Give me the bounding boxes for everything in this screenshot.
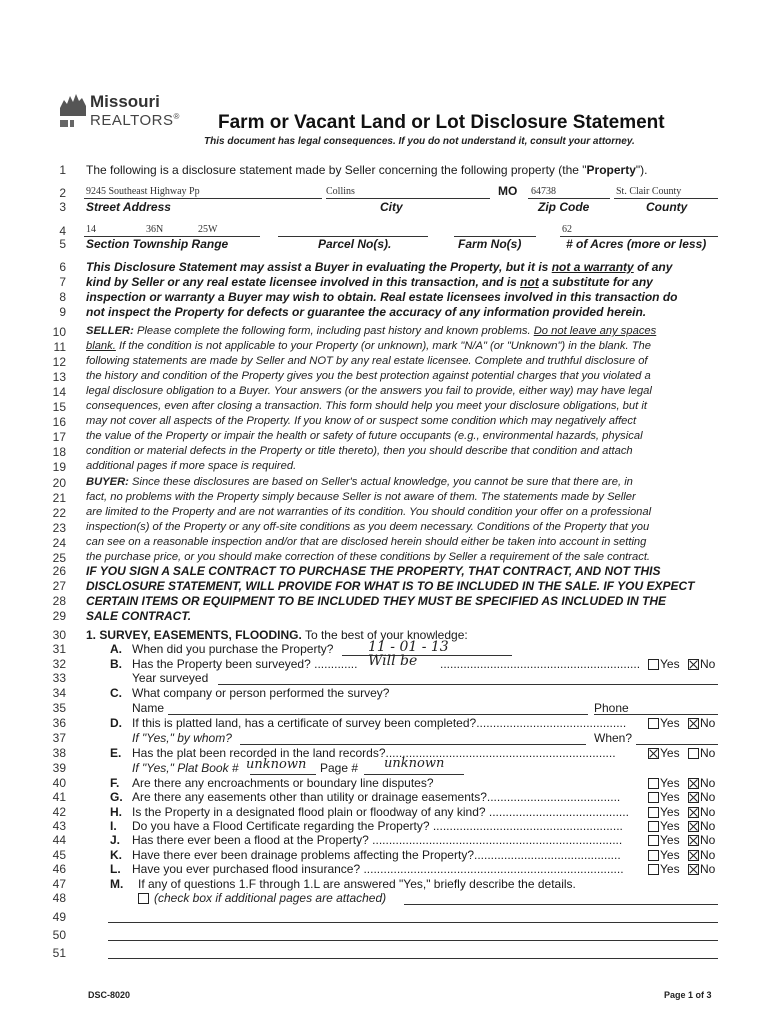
form-id: DSC-8020 xyxy=(88,990,131,1000)
county-line xyxy=(614,198,718,199)
line-number: 40 xyxy=(52,776,66,790)
q-j-no-label: No xyxy=(700,833,716,847)
line-number: 19 xyxy=(52,460,66,474)
page-num-label: Page # xyxy=(320,761,359,775)
q-h-yes-checkbox[interactable] xyxy=(648,807,659,818)
q-h-yes-label: Yes xyxy=(660,805,680,819)
page-num-line xyxy=(364,774,464,775)
line-number: 47 xyxy=(52,877,66,891)
line-number: 37 xyxy=(52,731,66,745)
line-number: 36 xyxy=(52,716,66,730)
year-surveyed-label: Year surveyed xyxy=(132,671,209,685)
line-number: 30 xyxy=(52,628,66,642)
q-d-no-label: No xyxy=(700,716,716,730)
county-value[interactable]: St. Clair County xyxy=(616,186,682,197)
q-k-no-label: No xyxy=(700,848,716,862)
line-number: 12 xyxy=(52,355,66,369)
q-d-by-whom-line[interactable] xyxy=(240,744,586,745)
q-f-yes-label: Yes xyxy=(660,776,680,790)
q-l-text: Have you ever purchased flood insurance? .............................................................................. xyxy=(132,862,624,876)
q-g-text: Are there any easements other than utility or drainage easements?........................................ xyxy=(132,790,621,804)
street-value[interactable]: 9245 Southeast Highway Pp xyxy=(86,186,200,197)
q-l-yes-checkbox[interactable] xyxy=(648,864,659,875)
line-number: 15 xyxy=(52,400,66,414)
line-number: 28 xyxy=(52,594,66,608)
q-b-dots: ............................................................ xyxy=(440,657,641,671)
q-b-yes-label: Yes xyxy=(660,657,680,671)
line-number: 4 xyxy=(59,224,66,238)
acres-value[interactable]: 62 xyxy=(562,224,572,235)
seller-line-16: may not cover all aspects of the Property. If you know of or suspect some condition which may negatively affect xyxy=(86,415,637,427)
notice-line-8: inspection or warranty a Buyer may wish to obtain. Real estate licensees involved in this transaction do xyxy=(86,290,678,304)
line-number: 43 xyxy=(52,819,66,833)
city-value[interactable]: Collins xyxy=(326,186,355,197)
attach-note: (check box if additional pages are attached) xyxy=(154,891,387,905)
seller-line-17: the value of the Property or impair the health or safety of future occupants (e.g., environmental hazards, physical xyxy=(86,430,643,442)
street-label: Street Address xyxy=(86,200,171,214)
notice-line-6: This Disclosure Statement may assist a Buyer in evaluating the Property, but it is not a warranty of any xyxy=(86,260,673,274)
line-number: 21 xyxy=(52,491,66,505)
q-d-no-checkbox[interactable] xyxy=(688,718,699,729)
line-number: 10 xyxy=(52,325,66,339)
page-title: Farm or Vacant Land or Lot Disclosure Statement xyxy=(218,112,665,133)
missouri-realtors-logo-icon xyxy=(58,90,88,130)
q-k-yes-checkbox[interactable] xyxy=(648,850,659,861)
line-number: 41 xyxy=(52,790,66,804)
details-line-50[interactable] xyxy=(108,940,718,941)
q-g-no-label: No xyxy=(700,790,716,804)
acres-label: # of Acres (more or less) xyxy=(566,237,707,251)
state-value[interactable]: MO xyxy=(498,184,518,198)
logo-sub: REALTORS® xyxy=(90,112,180,129)
city-line xyxy=(326,198,490,199)
q-b-letter: B. xyxy=(110,657,122,671)
buyer-line-28: CERTAIN ITEMS OR EQUIPMENT TO BE INCLUDED THEY MUST BE SPECIFIED AS INCLUDED IN THE xyxy=(86,594,667,608)
details-line-49[interactable] xyxy=(108,922,718,923)
q-d-text: If this is platted land, has a certificate of survey been completed?............................................. xyxy=(132,716,627,730)
q-c-text: What company or person performed the survey? xyxy=(132,686,390,700)
q-h-no-label: No xyxy=(700,805,716,819)
q-m-letter: M. xyxy=(110,877,124,891)
q-e-no-label: No xyxy=(700,746,716,760)
line-number: 39 xyxy=(52,761,66,775)
q-i-letter: I. xyxy=(110,819,117,833)
line-number: 11 xyxy=(53,340,66,354)
q-j-no-checkbox[interactable] xyxy=(688,835,699,846)
q-g-no-checkbox[interactable] xyxy=(688,792,699,803)
q-b-no-checkbox[interactable] xyxy=(688,659,699,670)
intro-text: The following is a disclosure statement made by Seller concerning the following property (the "Property"). xyxy=(86,163,648,177)
q-e-no-checkbox[interactable] xyxy=(688,748,699,759)
line-number: 5 xyxy=(59,237,66,251)
buyer-line-29: SALE CONTRACT. xyxy=(86,609,192,623)
buyer-line-23: inspection(s) of the Property or any off-site conditions as you deem necessary. Conditions of the Property that you xyxy=(86,521,650,533)
q-e-yes-label: Yes xyxy=(660,746,680,760)
q-b-yes-checkbox[interactable] xyxy=(648,659,659,670)
line-number: 34 xyxy=(52,686,66,700)
line-number: 32 xyxy=(52,657,66,671)
q-m-text: If any of questions 1.F through 1.L are answered "Yes," briefly describe the details. xyxy=(138,877,576,891)
farm-label: Farm No(s) xyxy=(458,237,522,251)
seller-line-11: blank. If the condition is not applicable to your Property (or unknown), mark "N/A" (or "Unknown") in the blank. The xyxy=(86,340,651,352)
q-a-answer[interactable]: 11 - 01 - 13 xyxy=(368,639,449,655)
name-label: Name xyxy=(132,701,165,715)
q-j-yes-checkbox[interactable] xyxy=(648,835,659,846)
q-g-yes-checkbox[interactable] xyxy=(648,792,659,803)
page-number: Page 1 of 3 xyxy=(664,990,712,1000)
line-number: 17 xyxy=(52,430,66,444)
line-number: 18 xyxy=(52,445,66,459)
notice-line-9: not inspect the Property for defects or guarantee the accuracy of any information provided herein. xyxy=(86,305,647,319)
line-number: 50 xyxy=(52,928,66,942)
line-number: 16 xyxy=(52,415,66,429)
seller-line-10: SELLER: Please complete the following form, including past history and known problems. Do not leave any spaces xyxy=(86,325,657,337)
q-e-text: Has the plat been recorded in the land records?..................................................................... xyxy=(132,746,616,760)
q-g-letter: G. xyxy=(110,790,123,804)
line-number: 51 xyxy=(52,946,66,960)
buyer-line-20: BUYER: Since these disclosures are based on Seller's actual knowledge, you cannot be sure that there are, in xyxy=(86,476,633,488)
q-a-letter: A. xyxy=(110,642,122,656)
line-number: 49 xyxy=(52,910,66,924)
plat-book-value[interactable]: unknown xyxy=(246,757,307,772)
q-e-sub: If "Yes," Plat Book # xyxy=(132,761,239,775)
q-a-text: When did you purchase the Property? xyxy=(132,642,334,656)
seller-line-19: additional pages if more space is required. xyxy=(86,460,297,472)
zip-line xyxy=(528,198,610,199)
line-number: 20 xyxy=(52,476,66,490)
q-k-letter: K. xyxy=(110,848,122,862)
q-l-yes-label: Yes xyxy=(660,862,680,876)
q-f-text: Are there any encroachments or boundary line disputes? xyxy=(132,776,434,790)
line-number: 29 xyxy=(52,609,66,623)
buyer-line-24: can see on a reasonable inspection and/or that are disclosed herein should either be taken into account in setting xyxy=(86,536,647,548)
line-number: 22 xyxy=(52,506,66,520)
q-b-no-label: No xyxy=(700,657,716,671)
line-number: 1 xyxy=(59,163,66,177)
buyer-line-21: fact, no problems with the Property simply because Seller is not aware of them. The statements made by Seller xyxy=(86,491,636,503)
q-i-yes-label: Yes xyxy=(660,819,680,833)
line-number: 48 xyxy=(52,891,66,905)
line-number: 42 xyxy=(52,805,66,819)
page-subtitle: This document has legal consequences. If you do not understand it, consult your attorney. xyxy=(204,136,635,147)
q-l-no-checkbox[interactable] xyxy=(688,864,699,875)
q-k-text: Have there ever been drainage problems affecting the Property?............................................ xyxy=(132,848,621,862)
parcel-label: Parcel No(s). xyxy=(318,237,392,251)
seller-line-14: legal disclosure obligation to a Buyer. Your answers (or the answers you fail to provide, either way) may have legal xyxy=(86,385,652,397)
line-number: 2 xyxy=(59,186,66,200)
q-d-yes-label: Yes xyxy=(660,716,680,730)
q-h-letter: H. xyxy=(110,805,122,819)
q-i-no-label: No xyxy=(700,819,716,833)
line-number: 45 xyxy=(52,848,66,862)
q-k-no-checkbox[interactable] xyxy=(688,850,699,861)
seller-line-13: the history and condition of the Property gives you the best protection against potential charges that you violated a xyxy=(86,370,651,382)
line-number: 9 xyxy=(59,305,66,319)
line-number: 8 xyxy=(59,290,66,304)
section-1-heading: 1. SURVEY, EASEMENTS, FLOODING. To the best of your knowledge: xyxy=(86,628,468,642)
seller-line-18: condition or material defects in the Property or title thereto), then you should describe that condition and attach xyxy=(86,445,633,457)
q-i-no-checkbox[interactable] xyxy=(688,821,699,832)
q-i-yes-checkbox[interactable] xyxy=(648,821,659,832)
q-b-answer[interactable]: Will be xyxy=(368,653,418,669)
q-d-yes-checkbox[interactable] xyxy=(648,718,659,729)
line-number: 6 xyxy=(59,260,66,274)
line-number: 26 xyxy=(52,564,66,578)
q-f-letter: F. xyxy=(110,776,120,790)
q-h-no-checkbox[interactable] xyxy=(688,807,699,818)
line-number: 25 xyxy=(52,551,66,565)
q-l-letter: L. xyxy=(110,862,121,876)
line-number: 23 xyxy=(52,521,66,535)
buyer-line-26: IF YOU SIGN A SALE CONTRACT TO PURCHASE THE PROPERTY, THAT CONTRACT, AND NOT THIS xyxy=(86,564,661,578)
q-h-text: Is the Property in a designated flood plain or floodway of any kind? .......................................... xyxy=(132,805,629,819)
line-number: 46 xyxy=(52,862,66,876)
street-line xyxy=(84,198,322,199)
q-j-letter: J. xyxy=(110,833,121,847)
seller-line-12: following statements are made by Seller and NOT by any real estate licensee. Complete and truthful disclosure of xyxy=(86,355,648,367)
notice-line-7: kind by Seller or any real estate licensee involved in this transaction, and is not a substitute for any xyxy=(86,275,653,289)
name-line[interactable] xyxy=(168,714,588,715)
details-line-48[interactable] xyxy=(404,904,718,905)
line-number: 13 xyxy=(52,370,66,384)
q-d-sub: If "Yes," by whom? xyxy=(132,731,232,745)
q-f-no-label: No xyxy=(700,776,716,790)
q-d-letter: D. xyxy=(110,716,122,730)
county-label: County xyxy=(646,200,688,214)
line-number: 3 xyxy=(59,200,66,214)
page-num-value[interactable]: unknown xyxy=(384,756,445,771)
year-surveyed-line[interactable] xyxy=(218,684,718,685)
line-number: 31 xyxy=(52,642,66,656)
seller-line-15: consequences, even after closing a transaction. This form should help you meet your disclosure obligations, but it xyxy=(86,400,647,412)
q-e-yes-checkbox[interactable] xyxy=(648,748,659,759)
q-k-yes-label: Yes xyxy=(660,848,680,862)
q-j-text: Has there ever been a flood at the Property? ........................................................................... xyxy=(132,833,623,847)
township-value[interactable]: 36N xyxy=(146,224,164,235)
line-number: 24 xyxy=(52,536,66,550)
q-g-yes-label: Yes xyxy=(660,790,680,804)
line-number: 35 xyxy=(52,701,66,715)
buyer-line-25: the purchase price, or you should make correction of these conditions by Seller a requirement of the sale contract. xyxy=(86,551,651,563)
phone-line[interactable] xyxy=(594,714,718,715)
when-label: When? xyxy=(594,731,633,745)
q-l-no-label: No xyxy=(700,862,716,876)
line-number: 7 xyxy=(59,275,66,289)
q-i-text: Do you have a Flood Certificate regarding the Property? ......................................................... xyxy=(132,819,623,833)
attach-checkbox[interactable] xyxy=(138,893,149,904)
when-line[interactable] xyxy=(636,744,718,745)
line-number: 44 xyxy=(52,833,66,847)
buyer-line-22: are limited to the Property and are not warranties of its condition. You should condition your offer on a professional xyxy=(86,506,652,518)
q-j-yes-label: Yes xyxy=(660,833,680,847)
section-value[interactable]: 14 xyxy=(86,224,96,235)
q-f-no-checkbox[interactable] xyxy=(688,778,699,789)
zip-value[interactable]: 64738 xyxy=(531,186,556,197)
q-b-text: Has the Property been surveyed? ............. xyxy=(132,657,358,671)
city-label: City xyxy=(380,200,403,214)
q-f-yes-checkbox[interactable] xyxy=(648,778,659,789)
q-e-letter: E. xyxy=(110,746,122,760)
line-number: 27 xyxy=(52,579,66,593)
buyer-line-27: DISCLOSURE STATEMENT, WILL PROVIDE FOR WHAT IS TO BE INCLUDED IN THE SALE. IF YOU EXPECT xyxy=(86,579,695,593)
details-line-51[interactable] xyxy=(108,958,718,959)
line-number: 14 xyxy=(52,385,66,399)
range-value[interactable]: 25W xyxy=(198,224,218,235)
zip-label: Zip Code xyxy=(538,200,590,214)
logo-brand: Missouri xyxy=(90,92,160,111)
phone-label: Phone xyxy=(594,701,629,715)
str-label: Section Township Range xyxy=(86,237,229,251)
line-number: 33 xyxy=(52,671,66,685)
line-number: 38 xyxy=(52,746,66,760)
plat-book-line xyxy=(250,774,316,775)
q-c-letter: C. xyxy=(110,686,122,700)
